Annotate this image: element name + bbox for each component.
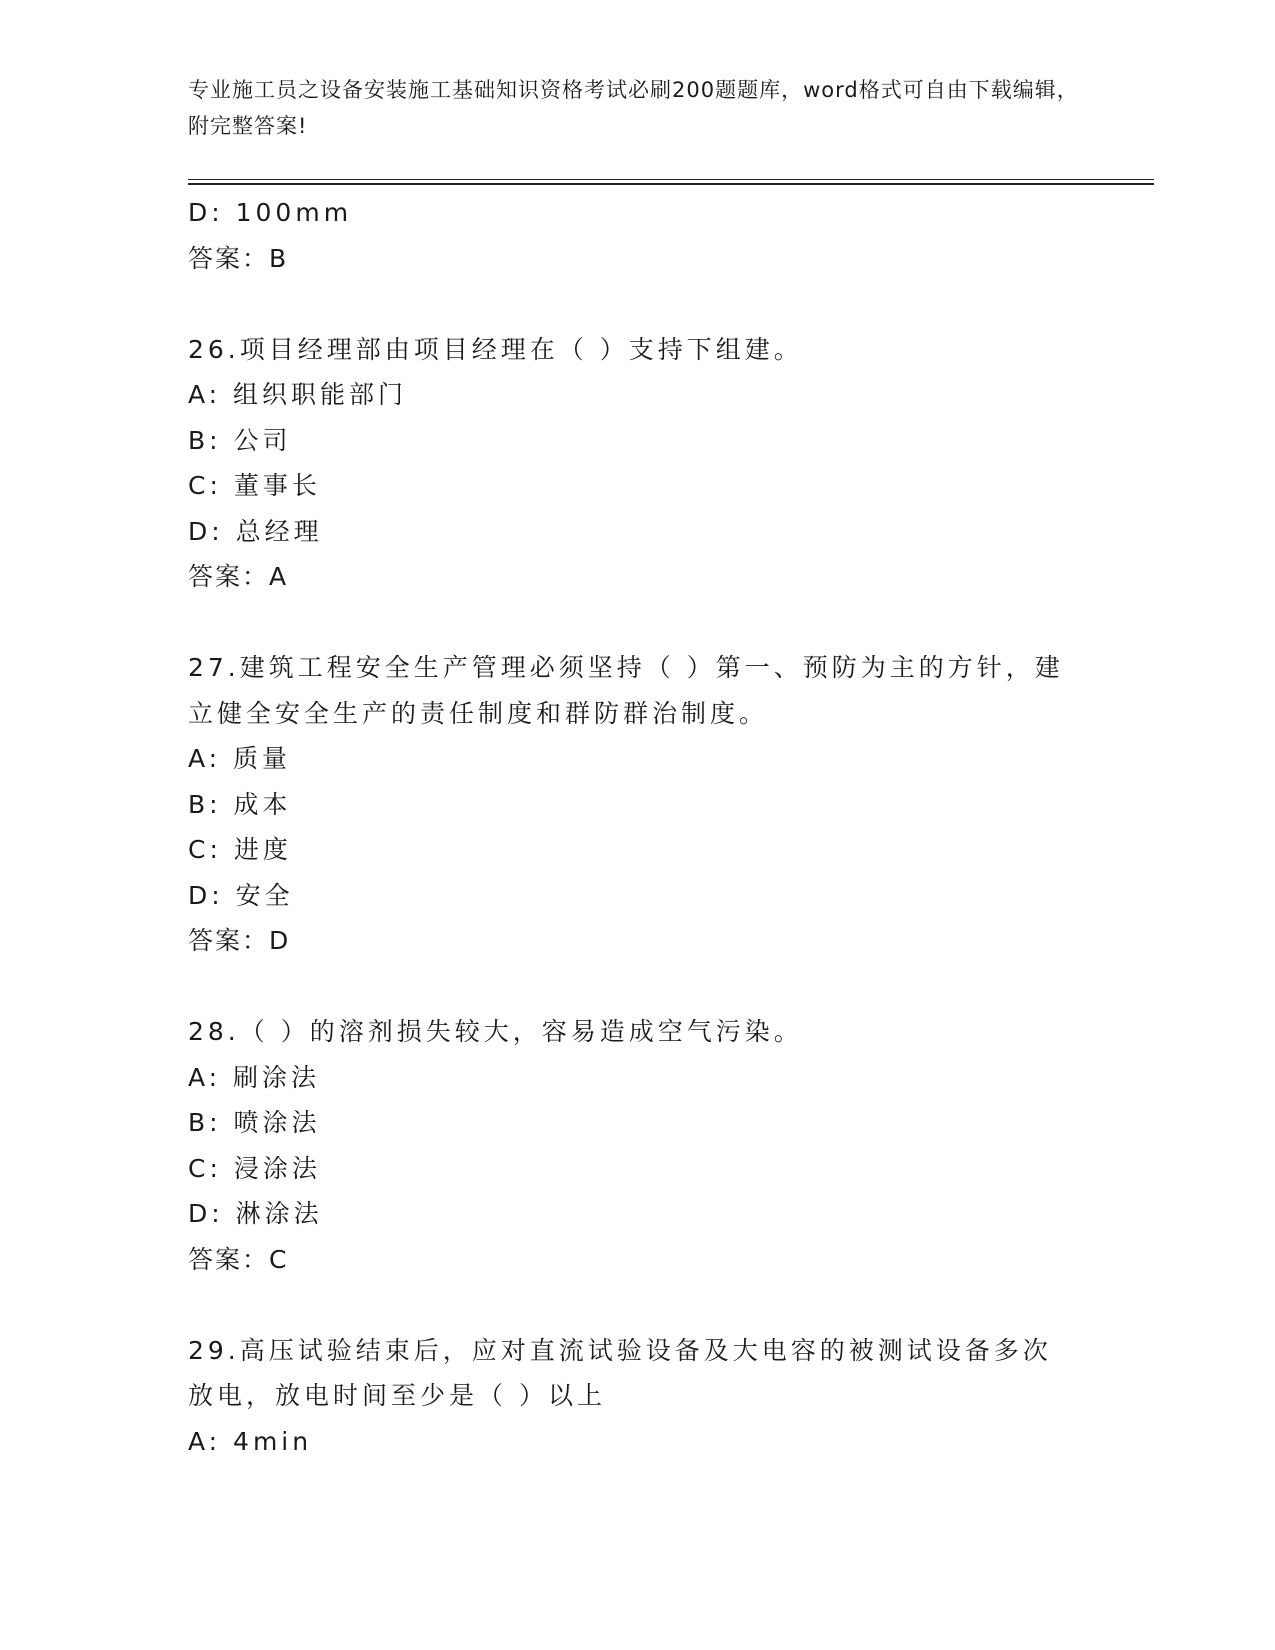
header-divider-thin — [188, 179, 1154, 180]
prev-question-option-d: D: 100mm — [188, 198, 353, 227]
question-28 — [188, 1009, 1108, 1282]
question-29 — [188, 1328, 1108, 1465]
option-a: A: 刷涂法 — [188, 1062, 321, 1092]
prev-question-answer: 答案：B — [188, 243, 289, 273]
document-header-title: 专业施工员之设备安装施工基础知识资格考试必刷200题题库，word格式可自由下载编辑，附完整答案! — [188, 78, 1079, 138]
option-c: C: 浸涂法 — [188, 1153, 321, 1183]
option-a: A: 4min — [188, 1426, 313, 1456]
question-answer: 答案：D — [188, 926, 291, 955]
question-stem: 28.（ ）的溶剂损失较大，容易造成空气污染。 — [188, 1017, 803, 1046]
option-d: D: 总经理 — [188, 516, 323, 546]
option-d: D: 淋涂法 — [188, 1199, 323, 1228]
option-a: A: 组织职能部门 — [188, 380, 408, 409]
question-26 — [188, 327, 1108, 600]
option-c: C: 进度 — [188, 835, 292, 864]
spacer — [188, 1282, 1108, 1328]
option-a: A: 质量 — [188, 744, 292, 773]
option-b: B: 公司 — [188, 425, 292, 455]
option-b: B: 喷涂法 — [188, 1108, 321, 1137]
spacer — [188, 600, 1108, 646]
question-content — [188, 190, 1108, 1464]
question-27 — [188, 645, 1108, 964]
question-answer: 答案：C — [188, 1244, 289, 1274]
question-stem: 26.项目经理部由项目经理在（ ）支持下组建。 — [188, 334, 803, 364]
spacer — [188, 281, 1108, 327]
question-answer: 答案：A — [188, 562, 289, 591]
spacer — [188, 964, 1108, 1010]
option-d: D: 安全 — [188, 880, 294, 910]
question-stem: 27.建筑工程安全生产管理必须坚持（ ）第一、预防为主的方针，建立健全安全生产的责任制度和群防群治制度。 — [188, 653, 1064, 728]
question-stem: 29.高压试验结束后，应对直流试验设备及大电容的被测试设备多次放电，放电时间至少是（ ）以上 — [188, 1335, 1052, 1410]
option-c: C: 董事长 — [188, 471, 321, 500]
option-b: B: 成本 — [188, 789, 292, 819]
header-divider-thick — [188, 183, 1154, 185]
